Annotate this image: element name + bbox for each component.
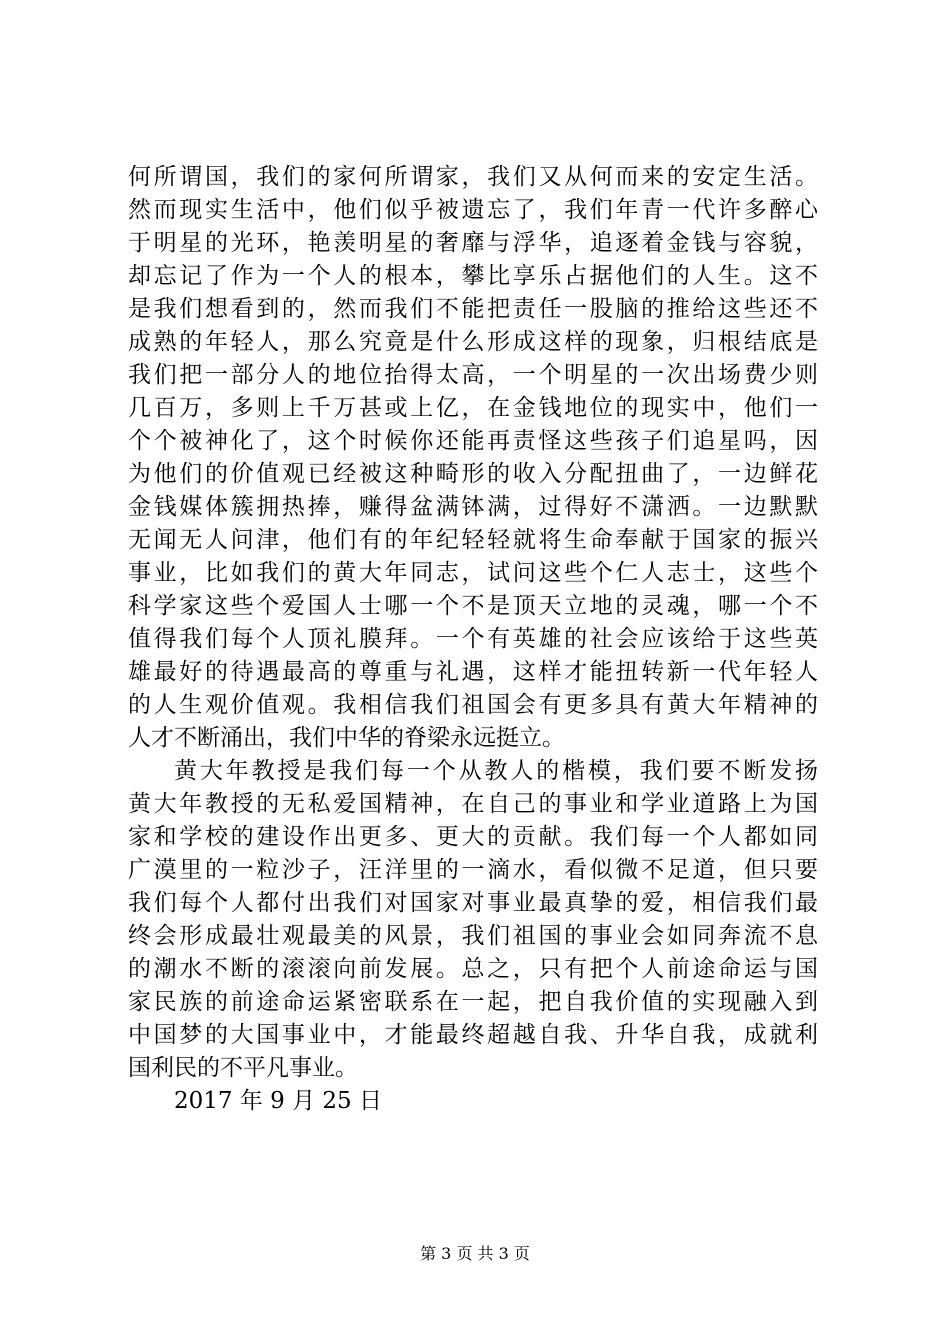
text-line: 无闻无人问津，他们有的年纪轻轻就将生命奉献于国家的振兴: [128, 527, 818, 553]
text-line: 国利民的不平凡事业。: [128, 1055, 358, 1081]
paragraph-2: [128, 755, 818, 1085]
text-line: 雄最好的待遇最高的尊重与礼遇，这样才能扭转新一代年轻人: [128, 659, 818, 685]
text-line: 事业，比如我们的黄大年同志，试问这些个仁人志士，这些个: [128, 560, 818, 586]
text-line: 黄大年教授是我们每一个从教人的楷模，我们要不断发扬: [174, 758, 818, 784]
text-line: 我们把一部分人的地位抬得太高，一个明星的一次出场费少则: [128, 362, 818, 388]
document-body: [128, 161, 818, 1118]
text-line: 却忘记了作为一个人的根本，攀比享乐占据他们的人生。这不: [128, 263, 818, 289]
text-line: 于明星的光环，艳羡明星的奢靡与浮华，追逐着金钱与容貌，: [128, 230, 818, 256]
text-line: 然而现实生活中，他们似乎被遗忘了，我们年青一代许多醉心: [128, 197, 818, 223]
text-line: 科学家这些个爱国人士哪一个不是顶天立地的灵魂，哪一个不: [128, 593, 818, 619]
text-line: 是我们想看到的，然而我们不能把责任一股脑的推给这些还不: [128, 296, 818, 322]
text-line: 的人生观价值观。我相信我们祖国会有更多具有黄大年精神的: [128, 692, 818, 718]
text-line: 成熟的年轻人，那么究竟是什么形成这样的现象，归根结底是: [128, 329, 818, 355]
document-date: 2017 年 9 月 25 日: [174, 1088, 382, 1114]
text-line: 中国梦的大国事业中，才能最终超越自我、升华自我，成就利: [128, 1022, 818, 1048]
page-number-footer: 第 3 页 共 3 页: [420, 1244, 530, 1263]
text-line: 广漠里的一粒沙子，汪洋里的一滴水，看似微不足道，但只要: [128, 857, 818, 883]
text-line: 人才不断涌出，我们中华的脊梁永远挺立。: [128, 725, 565, 751]
text-line: 家和学校的建设作出更多、更大的贡献。我们每一个人都如同: [128, 824, 818, 850]
text-line: 个个被神化了，这个时候你还能再责怪这些孩子们追星吗，因: [128, 428, 818, 454]
text-line: 黄大年教授的无私爱国精神，在自己的事业和学业道路上为国: [128, 791, 818, 817]
text-line: 金钱媒体簇拥热捧，赚得盆满钵满，过得好不潇洒。一边默默: [128, 494, 818, 520]
text-line: 终会形成最壮观最美的风景，我们祖国的事业会如同奔流不息: [128, 923, 818, 949]
text-line: 为他们的价值观已经被这种畸形的收入分配扭曲了，一边鲜花: [128, 461, 818, 487]
text-line: 值得我们每个人顶礼膜拜。一个有英雄的社会应该给于这些英: [128, 626, 818, 652]
text-line: 几百万，多则上千万甚或上亿，在金钱地位的现实中，他们一: [128, 395, 818, 421]
text-line: 何所谓国，我们的家何所谓家，我们又从何而来的安定生活。: [128, 164, 818, 190]
paragraph-1: [128, 161, 818, 755]
text-line: 的潮水不断的滚滚向前发展。总之，只有把个人前途命运与国: [128, 956, 818, 982]
text-line: 我们每个人都付出我们对国家对事业最真挚的爱，相信我们最: [128, 890, 818, 916]
text-line: 家民族的前途命运紧密联系在一起，把自我价值的实现融入到: [128, 989, 818, 1015]
